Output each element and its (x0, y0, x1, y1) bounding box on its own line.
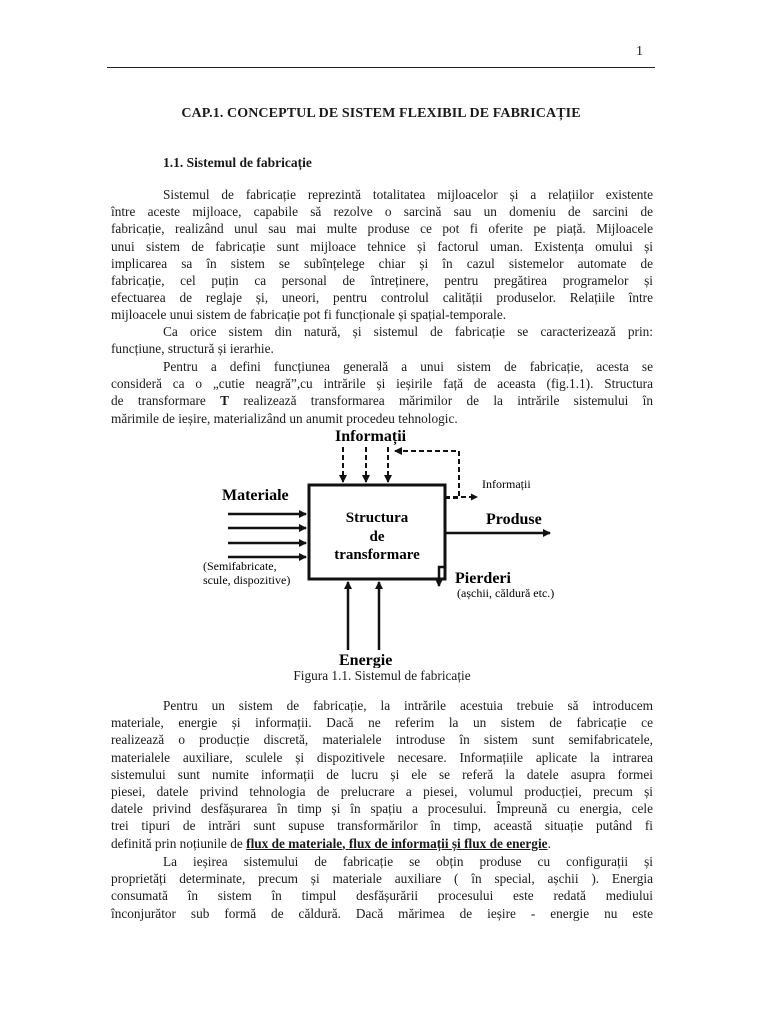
label-semifabricate-2: scule, dispozitive) (203, 573, 291, 587)
box-label-line2: de (369, 529, 385, 545)
label-pierderi: Pierderi (455, 570, 511, 587)
text-line: trei tipuri de intrări sunt supuse transformărilor în timp, această situație putând fi (111, 818, 653, 834)
text-line: consumată în sistem în timpul desfășurării procesului este redată mediului (111, 888, 653, 904)
label-energie: Energie (339, 652, 393, 668)
text-line: consideră ca o „cutie neagră”,cu intrările și ieșirile față de aceasta (fig.1.1). Structura (111, 376, 653, 392)
page-number: 1 (636, 44, 643, 59)
label-informatii-in: Informații (335, 428, 407, 445)
section-title: 1.1. Sistemul de fabricație (163, 155, 312, 170)
label-produse: Produse (486, 511, 542, 528)
text-line: fabricație, cel puțin ca personal de întreținere, pentru pregătirea programelor și (111, 272, 653, 288)
text-line: efectuarea de reglaje și, uneori, pentru controlul calității produselor. Relațiile între (111, 290, 653, 306)
symbol-t: T (220, 393, 230, 409)
figure-diagram (195, 425, 575, 673)
text-line: definită prin noțiunile de flux de materiale, flux de informații și flux de energie. (111, 835, 551, 851)
text-line: mărimile de ieșire, materializând un anumit procedeu tehnologic. (111, 410, 458, 426)
text-line: funcțiune, structură și ierarhie. (111, 341, 274, 357)
text-line: fabricație, realizând unul sau mai multe produse ce pot fi oferite pe piață. Mijloacele (111, 221, 653, 237)
text-line: implicarea sa în sistem se subînțelege chiar și în cazul sistemelor automate de (111, 255, 653, 271)
text-line: piesei, datele privind tehnologia de prelucrare a piesei, volumul producției, precum și (111, 783, 653, 799)
text-line: înconjurător sub formă de căldură. Dacă mărimea de ieșire - energie nu este (111, 905, 653, 921)
text-line: realizează o producție discretă, materialele introduse în sistem sunt semifabricatele, (111, 732, 653, 748)
box-label-line3: transformare (334, 547, 420, 563)
text-line: datele privind desfășurarea în timp și în spațiu a procesului. Împreună cu energia, cele (111, 801, 653, 817)
text-line: sistemului sunt numite informații de lucru și ele se referă la datele asupra formei (111, 766, 653, 782)
text-line: Ca orice sistem din natură, și sistemul de fabricație se caracterizează prin: (163, 324, 653, 339)
text-line: unui sistem de fabricație sunt mijloace tehnice și factorul uman. Existența omului și (111, 238, 653, 254)
label-informatii-out: Informații (482, 477, 531, 491)
text-line: materiale, energie și informații. Dacă ne referim la un sistem de fabricație ce (111, 715, 653, 731)
flux-informatii: flux de informații (348, 835, 449, 851)
text-line: între aceste mijloace, capabile să rezolve o sarcină sau un domeniu de sarcini de (111, 204, 653, 220)
box-label-line1: Structura (345, 510, 409, 526)
text-line: materialele auxiliare, sculele și dispozitivele necesare. Informațiile aplicate la intrarea (111, 749, 653, 765)
paragraph-2 (111, 323, 653, 357)
text-line: Pentru un sistem de fabricație, la intrările acestuia trebuie să introducem (163, 698, 653, 713)
paragraph-4 (111, 697, 653, 852)
label-pierderi-detail: (așchii, căldură etc.) (457, 586, 555, 600)
label-semifabricate-1: (Semifabricate, (203, 559, 277, 573)
text-line: mijloacele unui sistem de fabricație pot fi funcționale și spațial-temporale. (111, 307, 507, 323)
text-line: de transformare T realizează transformarea mărimilor de la intrările sistemului în (111, 393, 654, 409)
paragraph-5 (111, 853, 653, 922)
figure-caption: Figura 1.1. Sistemul de fabricație (293, 668, 471, 683)
text-line: La ieșirea sistemului de fabricație se obțin produse cu configurații și (163, 854, 653, 869)
flux-materiale: flux de materiale (246, 835, 343, 851)
text-line: Sistemul de fabricație reprezintă totalitatea mijloacelor și a relațiilor existente (163, 187, 653, 202)
paragraph-1 (111, 186, 653, 324)
label-materiale: Materiale (222, 487, 289, 504)
text-line: proprietăți determinate, precum și materiale auxiliare ( în special, așchii ). Energia (111, 871, 653, 887)
paragraph-3 (111, 358, 653, 427)
header-rule (107, 67, 655, 68)
flux-energie: flux de energie (464, 835, 548, 851)
chapter-title: CAP.1. CONCEPTUL DE SISTEM FLEXIBIL DE FABRICAȚIE (181, 106, 581, 121)
text-line: Pentru a defini funcțiunea generală a unui sistem de fabricație, acesta se (163, 359, 653, 374)
